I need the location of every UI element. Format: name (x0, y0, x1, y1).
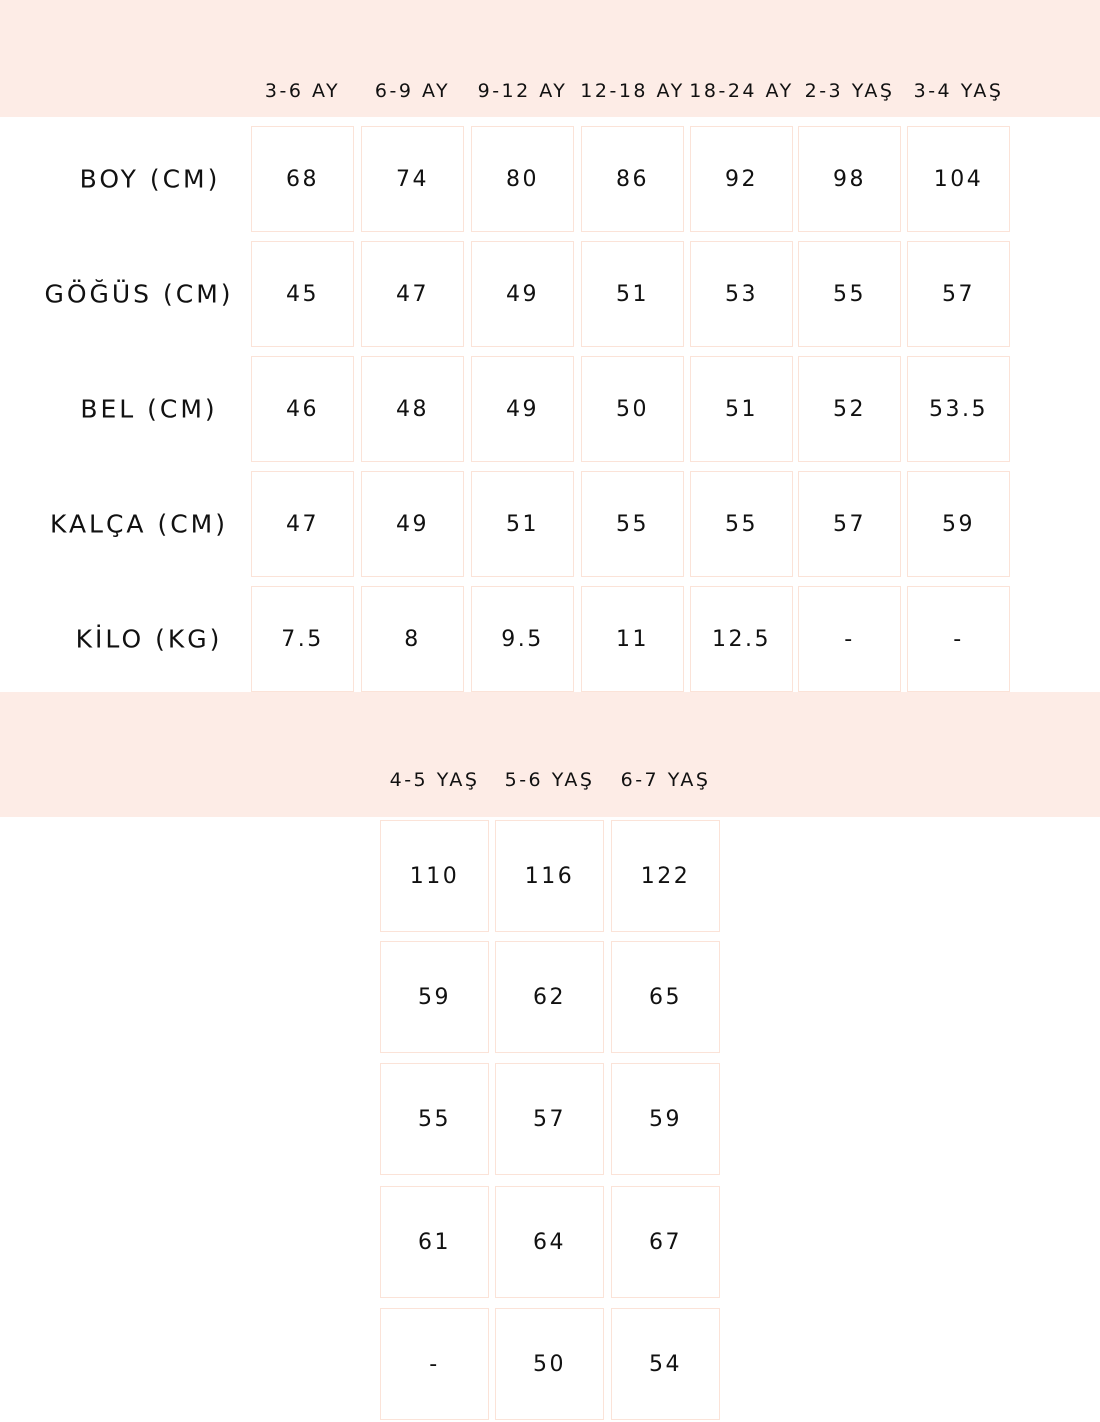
table-cell: 67 (611, 1186, 720, 1298)
table-cell: 53.5 (907, 356, 1010, 462)
table-cell: 92 (690, 126, 793, 232)
table-cell: 53 (690, 241, 793, 347)
table-cell: 74 (361, 126, 464, 232)
table-cell: 55 (690, 471, 793, 577)
column-header: 6-9 AY (374, 80, 451, 102)
table-cell: 57 (907, 241, 1010, 347)
table-cell: 49 (471, 241, 574, 347)
table-cell: 55 (581, 471, 684, 577)
column-header: 4-5 YAŞ (389, 769, 480, 791)
column-header: 9-12 AY (477, 80, 568, 102)
table-cell: 59 (611, 1063, 720, 1175)
column-header: 3-4 YAŞ (913, 80, 1004, 102)
table-cell: 61 (380, 1186, 489, 1298)
table-cell: 50 (495, 1308, 604, 1420)
header-band-bottom (0, 692, 1100, 817)
table-cell: 51 (690, 356, 793, 462)
table-cell: 7.5 (251, 586, 354, 692)
row-label: BEL (CM) (80, 394, 218, 424)
row-label: GÖĞÜS (CM) (44, 279, 234, 309)
table-cell: 47 (251, 471, 354, 577)
table-cell: 48 (361, 356, 464, 462)
row-label: KALÇA (CM) (49, 509, 229, 539)
column-header: 5-6 YAŞ (504, 769, 595, 791)
column-header: 6-7 YAŞ (620, 769, 711, 791)
table-cell: 12.5 (690, 586, 793, 692)
table-cell: 116 (495, 820, 604, 932)
table-cell: 49 (361, 471, 464, 577)
table-cell: 46 (251, 356, 354, 462)
table-cell: 64 (495, 1186, 604, 1298)
table-cell: 57 (495, 1063, 604, 1175)
table-cell: 59 (380, 941, 489, 1053)
table-cell: 51 (581, 241, 684, 347)
table-cell: 68 (251, 126, 354, 232)
column-header: 18-24 AY (689, 80, 794, 102)
row-label: KİLO (KG) (75, 624, 223, 654)
table-cell: 104 (907, 126, 1010, 232)
table-cell: 110 (380, 820, 489, 932)
table-cell: 65 (611, 941, 720, 1053)
table-cell: 51 (471, 471, 574, 577)
table-cell: 122 (611, 820, 720, 932)
table-cell: 9.5 (471, 586, 574, 692)
table-cell: 55 (798, 241, 901, 347)
table-cell: 98 (798, 126, 901, 232)
table-cell: 45 (251, 241, 354, 347)
table-cell: 47 (361, 241, 464, 347)
table-cell: 80 (471, 126, 574, 232)
table-cell: 50 (581, 356, 684, 462)
table-cell: 57 (798, 471, 901, 577)
column-header: 2-3 YAŞ (804, 80, 895, 102)
column-header: 3-6 AY (264, 80, 341, 102)
table-cell: 59 (907, 471, 1010, 577)
table-cell: - (380, 1308, 489, 1420)
table-cell: - (907, 586, 1010, 692)
table-cell: 49 (471, 356, 574, 462)
column-header: 12-18 AY (580, 80, 685, 102)
table-cell: 52 (798, 356, 901, 462)
table-cell: 8 (361, 586, 464, 692)
table-cell: 86 (581, 126, 684, 232)
table-cell: 11 (581, 586, 684, 692)
table-cell: 62 (495, 941, 604, 1053)
row-label: BOY (CM) (79, 164, 221, 194)
table-cell: 54 (611, 1308, 720, 1420)
table-cell: - (798, 586, 901, 692)
table-cell: 55 (380, 1063, 489, 1175)
